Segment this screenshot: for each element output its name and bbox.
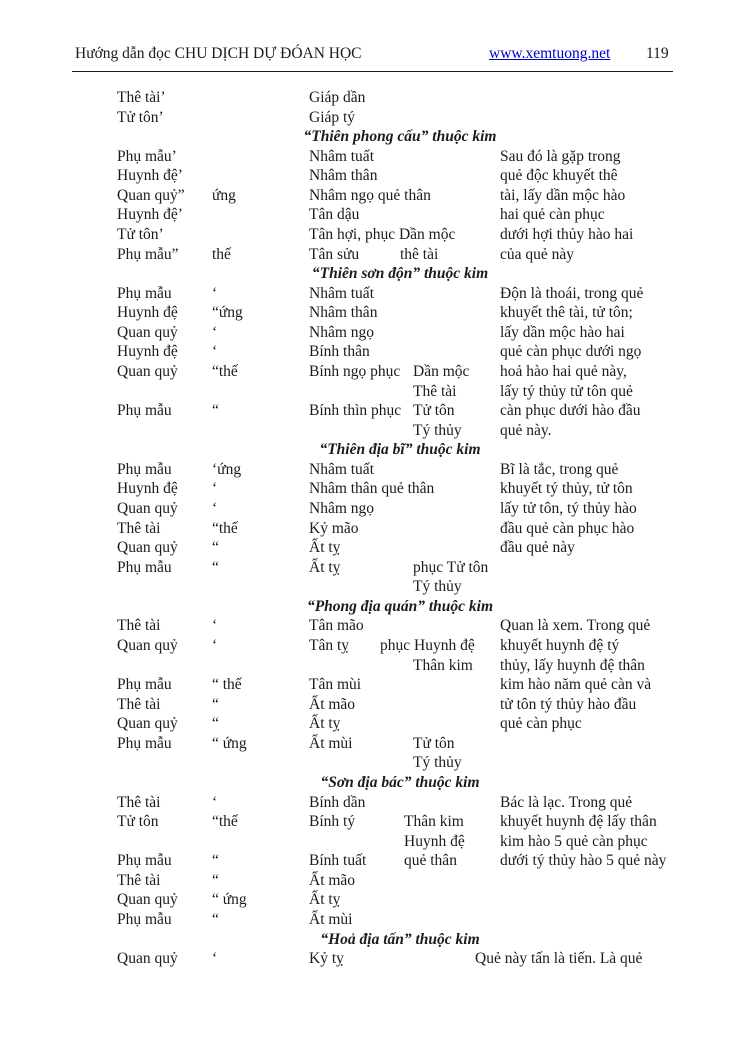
cell-c5: đầu quẻ càn phục hào [500,519,635,537]
cell-c1: Tử tôn’ [117,108,164,126]
cell-c2: ‘ [212,499,218,517]
cell-c5: của quẻ này [500,245,575,263]
table-row [0,108,744,128]
table-row [0,382,744,402]
cell-c4b: Tử tôn [413,402,455,420]
cell-c4b: Thê tài [413,382,457,400]
cell-c5: Sau đó là gặp trong [500,147,621,165]
cell-c2: ‘ [212,323,218,341]
cell-c1: Phụ mẫu [117,284,172,302]
cell-c2: ‘ [212,950,218,968]
cell-c3: Ất tỵ [309,539,341,557]
table-row [0,401,744,421]
cell-c3: Tân tỵ [309,636,350,654]
cell-c2: “ ứng [212,734,247,752]
cell-c2: ‘ [212,617,218,635]
page-number: 119 [646,45,669,62]
table-row [0,186,744,206]
section-heading [0,773,744,793]
cell-c5: khuyết huynh đệ lấy thân [500,813,657,831]
cell-c2: “ [212,852,219,870]
cell-c3: Ất tỵ [309,558,341,576]
cell-c1: Huynh đệ’ [117,206,183,224]
cell-c5: hai quẻ càn phục [500,206,605,224]
cell-c4b: Tử tôn [413,734,455,752]
cell-c3: Nhâm thân [309,167,378,185]
table-row [0,499,744,519]
cell-c4b: Tý thủy [413,578,462,596]
cell-c5: quẻ càn phục [500,715,582,733]
cell-c3: Nhâm tuất [309,460,374,478]
table-row [0,147,744,167]
section-heading [0,930,744,950]
cell-c3: Bính dần [309,793,366,811]
cell-c1: Thê tài [117,871,161,889]
table-row [0,245,744,265]
cell-c2: “thế [212,362,238,380]
cell-c1: Huynh đệ [117,304,178,322]
cell-c3: Giáp dần [309,89,366,106]
table-row [0,832,744,852]
cell-c5: kim hào 5 quẻ càn phục [500,832,648,850]
cell-c3: Tân dậu [309,206,360,224]
cell-c2: “ [212,402,219,420]
table-row [0,714,744,734]
cell-c2: ‘ [212,343,218,361]
cell-c1: Huynh đệ [117,343,178,361]
cell-c3: Ất mão [309,871,356,889]
cell-c1: Quan quỷ [117,636,178,654]
table-row [0,910,744,930]
header-link[interactable]: www.xemtuong.net [489,45,611,62]
cell-c5: hoả hào hai quẻ này, [500,362,627,380]
table-row [0,675,744,695]
cell-c1: Phụ mẫu’ [117,147,177,165]
table-row [0,616,744,636]
cell-c3: Ất mùi [309,734,353,752]
cell-c2: “ [212,871,219,889]
cell-c3: Bính tuất [309,852,367,870]
cell-c5: tài, lấy dần mộc hào [500,186,626,204]
cell-c1: Phụ mẫu [117,676,172,694]
cell-c2: “ [212,539,219,557]
cell-c2: ứng [212,186,236,204]
cell-c4a: phục Huynh đệ [380,636,475,654]
table-row [0,362,744,382]
cell-c3: Ất mão [309,695,356,713]
cell-c3: Kỷ tỵ [309,950,344,968]
cell-c5: đầu quẻ này [500,539,575,557]
cell-c5: Độn là thoái, trong quẻ [500,284,644,302]
cell-c4b: Dần mộc [413,362,470,380]
table-row [0,342,744,362]
section-heading-text: “Thiên địa bĩ” thuộc kim [319,441,481,459]
cell-c5: dưới hợi thủy hào hai [500,225,634,243]
cell-c4b: Tý thủy [413,421,462,439]
cell-c1: Phụ mẫu [117,910,172,928]
cell-c1: Thê tài [117,695,161,713]
cell-c2: “ [212,695,219,713]
header-title: Hướng dẫn đọc CHU DỊCH DỰ ĐÓAN HỌC [75,45,362,62]
cell-c1: Phụ mẫu [117,460,172,478]
table-row [0,284,744,304]
table-row [0,753,744,773]
cell-c2: thế [212,245,231,263]
section-heading [0,264,744,284]
cell-c5: khuyết tý thủy, tử tôn [500,480,633,498]
cell-c5: quẻ độc khuyết thê [500,167,618,185]
table-row [0,205,744,225]
table-row [0,538,744,558]
cell-c1: Thê tài [117,519,161,537]
cell-c5: lấy tý thủy tử tôn quẻ [500,382,633,400]
cell-c5: khuyết thê tài, tử tôn; [500,304,633,322]
cell-c5: quẻ này. [500,421,552,439]
cell-c4c: thê tài [400,245,439,263]
table-row [0,695,744,715]
table-row [0,88,744,108]
cell-c3: Nhâm ngọ [309,323,375,341]
section-heading-text: “Sơn địa bác” thuộc kim [320,773,480,791]
cell-c5: Bĩ là tắc, trong quẻ [500,460,619,478]
cell-c5: thủy, lấy huynh đệ thân [500,656,645,674]
cell-c3: Nhâm tuất [309,284,374,302]
cell-c3: Kỷ mão [309,519,359,537]
section-heading-text: “Thiên phong cấu” thuộc kim [303,128,497,146]
cell-c5: Bác là lạc. Trong quẻ [500,793,633,811]
cell-c1: Quan quỷ [117,323,178,341]
table-row [0,479,744,499]
cell-c3: Bính thìn phục [309,402,402,420]
cell-c3: Tân sửu [309,245,360,263]
table-row [0,812,744,832]
cell-c3: Bính thân [309,343,370,361]
cell-c1: Tử tôn’ [117,225,164,243]
cell-c4b: Tý thủy [413,754,462,772]
table-row [0,225,744,245]
cell-c3: Bính tý [309,813,356,831]
section-heading [0,597,744,617]
table-row [0,558,744,578]
cell-c2: “thế [212,813,238,831]
cell-c2: “ [212,910,219,928]
cell-c2: ‘ [212,636,218,654]
table-row [0,577,744,597]
cell-c3: Giáp tý [309,108,356,126]
cell-c1: Phụ mẫu [117,558,172,576]
cell-c2: ‘ [212,793,218,811]
cell-c1: Quan quỷ” [117,186,185,204]
cell-c1: Phụ mẫu” [117,245,179,263]
cell-c1: Quan quỷ [117,715,178,733]
cell-c3: Tân mão [309,617,364,635]
table-row [0,949,744,969]
cell-c1: Thê tài [117,617,161,635]
cell-c2: ‘ [212,284,218,302]
cell-c5: lấy tử tôn, tý thủy hào [500,499,637,517]
cell-c3: Bính ngọ phục [309,362,401,380]
table-row [0,734,744,754]
cell-c3: Tân hợi, phục Dần mộc [309,225,456,243]
cell-c3: Ất mùi [309,910,353,928]
section-heading [0,127,744,147]
section-heading-text: “Phong địa quán” thuộc kim [306,597,494,615]
table-row [0,519,744,539]
cell-c1: Quan quỷ [117,539,178,557]
cell-c2: ‘ [212,480,218,498]
table-row [0,851,744,871]
cell-c1: Huynh đệ’ [117,167,183,185]
cell-c2: “ thế [212,676,242,694]
cell-c2: “thế [212,519,238,537]
cell-c5: quẻ càn phục dưới ngọ [500,343,642,361]
cell-c2: ‘ứng [212,460,242,478]
cell-c3: Tân mùi [309,676,362,694]
table-row [0,421,744,441]
cell-c3: Ất tỵ [309,891,341,909]
table-row [0,166,744,186]
cell-c3: Nhâm thân quẻ thân [309,480,435,498]
cell-c1: Thê tài’ [117,89,166,106]
cell-c2: “ [212,715,219,733]
table-row [0,303,744,323]
cell-c1: Quan quỷ [117,362,178,380]
cell-c1: Phụ mẫu [117,852,172,870]
cell-c4b: Thân kim [413,656,473,674]
cell-c3: Nhâm ngọ quẻ thân [309,186,431,204]
cell-c5a: Quẻ này tấn là tiến. Là quẻ [475,950,643,968]
cell-c4: Huynh đệ [404,832,465,850]
cell-c3: Ất tỵ [309,715,341,733]
cell-c2: “ ứng [212,891,247,909]
cell-c4: Thân kim [404,813,464,831]
cell-c3: Nhâm ngọ [309,499,375,517]
table-row [0,656,744,676]
table-row [0,460,744,480]
section-heading-text: “Hoả địa tấn” thuộc kim [320,930,480,948]
cell-c1: Tử tôn [117,813,159,831]
cell-c5: càn phục dưới hào đầu [500,402,641,420]
cell-c2: “ứng [212,304,243,322]
section-heading-text: “Thiên sơn độn” thuộc kim [311,265,489,283]
cell-c5: dưới tý thủy hào 5 quẻ này [500,852,667,870]
table-row [0,890,744,910]
cell-c5: lấy dần mộc hào hai [500,323,625,341]
cell-c1: Quan quỷ [117,499,178,517]
table-row [0,323,744,343]
cell-c1: Quan quỷ [117,950,178,968]
cell-c4: quẻ thân [404,852,457,870]
table-row [0,871,744,891]
table-row [0,793,744,813]
cell-c5: tử tôn tý thủy hào đầu [500,695,637,713]
cell-c1: Thê tài [117,793,161,811]
cell-c1: Phụ mẫu [117,402,172,420]
table-row [0,636,744,656]
cell-c3: Nhâm tuất [309,147,374,165]
cell-c5: kim hào năm quẻ càn và [500,676,652,694]
cell-c1: Huynh đệ [117,480,178,498]
cell-c3: Nhâm thân [309,304,378,322]
cell-c5: Quan là xem. Trong quẻ [500,617,651,635]
cell-c5: khuyết huynh đệ tý [500,636,620,654]
section-heading [0,440,744,460]
cell-c1: Quan quỷ [117,891,178,909]
cell-c4b: phục Tử tôn [413,558,489,576]
cell-c2: “ [212,558,219,576]
cell-c1: Phụ mẫu [117,734,172,752]
